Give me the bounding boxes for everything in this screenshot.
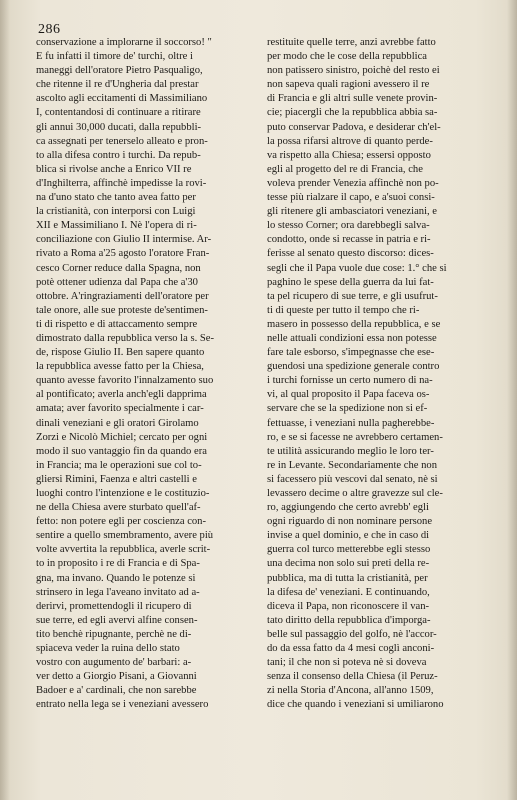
text-line: cesco Corner reduce dalla Spagna, non — [36, 262, 201, 274]
text-line: fare tale esborso, s'impegnasse che ese- — [267, 347, 435, 359]
text-line: vi, al qual proposito il Papa faceva os- — [267, 389, 430, 401]
text-line: entrato nella lega se i veneziani avessero — [36, 699, 209, 711]
text-line: in Francia; ma le operazioni sue col to- — [36, 459, 202, 471]
text-line: amata; aver favorito specialmente i car- — [36, 403, 204, 415]
text-line: ro, aggiungendo che certo avrebb' egli — [267, 502, 429, 514]
text-line: te utilità assicurando meglio le loro ter- — [267, 445, 434, 457]
text-line: di Francia e gli altri sulle venete provin- — [267, 93, 438, 105]
text-line: conservazione a implorarne il soccorso! " — [36, 37, 212, 48]
text-line: ferisse al senato questo discorso: dices- — [267, 248, 434, 260]
text-line: na d'uno stato che tanto avea fatto per — [36, 192, 196, 204]
text-line: segli che il Papa vuole due cose: 1.° che si — [267, 262, 447, 274]
text-line: tani; il che non si poteva nè si doveva — [267, 657, 427, 669]
text-line: gli annui 30,000 ducati, dalla repubbli- — [36, 121, 202, 133]
text-line: ne della Chiesa avere sturbato quell'af- — [36, 502, 201, 514]
text-line: E fu infatti il timore de' turchi, oltre i — [36, 51, 193, 63]
text-line: i turchi fornisse un certo numero di na- — [267, 375, 433, 387]
text-line: fettuasse, i veneziani nulla pagherebbe- — [267, 417, 435, 429]
text-line: belle sul passaggio del golfo, nè l'accor- — [267, 628, 437, 640]
text-line: ro, e se si facesse ne avrebbero certamen- — [267, 431, 443, 443]
text-line: ascolto agli eccitamenti di Massimiliano — [36, 93, 208, 105]
text-line: va rispetto alla Chiesa; essersi opposto — [267, 149, 431, 161]
text-line: volte avvertita la repubblica, averle scrit- — [36, 544, 211, 556]
text-line: servare che se la spedizione non si ef- — [267, 403, 428, 415]
text-line: ti di queste per tutto il tempo che ri- — [267, 304, 420, 316]
text-line: gli ritenere gli ambasciatori veneziani, e — [267, 206, 438, 218]
text-line: la difesa de' veneziani. E continuando, — [267, 586, 430, 598]
text-line: dice che quando i veneziani si umiliarono — [267, 699, 444, 711]
text-line: puto conservar Padova, e desiderar ch'el- — [267, 121, 441, 133]
page-edge-shadow-left — [0, 0, 10, 800]
text-line: ogni riguardo di non nominare persone — [267, 516, 433, 528]
text-line: non sapeva quali ragioni avessero il re — [267, 79, 430, 91]
text-line: levassero decime o altre gravezze sul cle- — [267, 488, 443, 499]
text-line: tato diritto della repubblica d'imporga- — [267, 614, 431, 626]
text-line: ver detto a Giorgio Pisani, a Giovanni — [36, 671, 197, 683]
text-line: do da essa fatto da 4 mesi coglì anconi- — [267, 643, 435, 655]
text-line: Badoer e a' cardinali, che non sarebbe — [36, 685, 197, 697]
text-line: Zorzi e Nicolò Michiel; cercato per ogni — [36, 431, 208, 443]
text-line: sue terre, ed egli avervi alfine consen- — [36, 614, 198, 626]
text-line: zi nella Storia d'Ancona, all'anno 1509, — [267, 685, 434, 697]
text-line: masero in possesso della repubblica, e se — [267, 318, 441, 330]
text-line: restituite quelle terre, anzi avrebbe fatto — [267, 37, 436, 48]
text-line: lo stesso Corner; ora darebbegli salva- — [267, 220, 430, 232]
page-number: 286 — [38, 22, 61, 37]
text-line: ti di rispetto e di attaccamento sempre — [36, 318, 198, 330]
text-line: derirvi, promettendogli il ricupero di — [36, 600, 192, 612]
text-line: ottobre. A'ringraziamenti dell'oratore per — [36, 290, 209, 302]
text-line: voleva prender Venezia affinchè non po- — [267, 177, 439, 189]
text-line: conciliazione con Giulio II intermise. Ar- — [36, 234, 212, 246]
text-line: paghino le spese della guerra da lui fat- — [267, 276, 434, 288]
text-line: guendosi una spedizione generale contro — [267, 361, 440, 373]
text-line: sentire a quello smembramento, avere più — [36, 530, 214, 542]
text-line: d'Inghilterra, affinchè impedisse la rovi- — [36, 177, 207, 189]
text-line: I, contentandosi di continuare a ritirare — [36, 107, 201, 119]
text-line: gliersi Rimini, Faenza e altri castelli e — [36, 473, 197, 485]
text-line: dimostrato dalla repubblica verso la s. Se- — [36, 332, 214, 344]
text-line: quanto avesse favorito l'innalzamento suo — [36, 375, 214, 387]
text-line: vostro con augumento de' barbari: a- — [36, 657, 192, 669]
text-line: tesse più rialzare il capo, e a'suoi consi- — [267, 192, 435, 204]
text-line: una decima non solo sui preti della re- — [267, 558, 430, 570]
text-line: nelle attuali condizioni essa non potesse — [267, 332, 437, 344]
text-line: modo il suo vantaggio fin da quando era — [36, 445, 207, 457]
text-line: rivato a Roma a'25 agosto l'oratore Fran- — [36, 248, 210, 260]
text-line: non patissero sinistro, poichè del resto ei — [267, 65, 440, 77]
text-line: per modo che le cose della repubblica — [267, 51, 428, 63]
text-line: to alla difesa contro i turchi. Da repub- — [36, 149, 201, 161]
text-line: blica si rivolse anche a Enrico VII re — [36, 163, 192, 175]
text-line: gna, ma invano. Quando le potenze si — [36, 572, 196, 584]
text-line: egli al progetto del re di Francia, che — [267, 163, 423, 175]
text-line: condotto, onde si recasse in patria e ri- — [267, 234, 431, 246]
text-line: tito benchè ripugnante, perchè ne di- — [36, 628, 192, 640]
text-line: che ritenne il re d'Ungheria dal prestar — [36, 79, 199, 91]
text-line: potè ottener udienza dal Papa che a'30 — [36, 276, 198, 288]
text-line: al pontificato; averla anch'egli dapprima — [36, 389, 207, 401]
text-column-left — [36, 36, 261, 713]
page-edge-shadow-right — [507, 0, 517, 800]
text-line: ca assegnati per tenerselo alleato e pron- — [36, 135, 208, 147]
text-line: senza il consenso della Chiesa (il Peruz- — [267, 671, 438, 683]
text-line: cie; piacergli che la repubblica abbia sa- — [267, 107, 438, 119]
text-line: la repubblica avesse fatto per la Chiesa, — [36, 361, 204, 373]
text-line: tale onore, alle sue proteste de'sentimen- — [36, 304, 208, 316]
text-line: re in Levante. Secondariamente che non — [267, 459, 438, 471]
text-line: pubblica, ma di tutta la cristianità, per — [267, 572, 428, 584]
text-line: de, rispose Giulio II. Ben sapere quanto — [36, 347, 205, 359]
text-line: XII e Massimiliano I. Nè l'opera di ri- — [36, 220, 197, 232]
text-line: si facessero più vescovi dal senato, nè si — [267, 473, 438, 485]
text-line: ta pel ricupero di sue terre, e gli usufrut- — [267, 290, 438, 302]
text-line: luoghi contro l'intenzione e le costituzio- — [36, 488, 210, 499]
text-column-right — [267, 36, 489, 713]
text-line: dinali veneziani e gli oratori Girolamo — [36, 417, 199, 429]
text-line: guerra col turco metterebbe egli stesso — [267, 544, 431, 556]
text-line: invise a quel dominio, e che in caso di — [267, 530, 430, 542]
text-line: la possa rifarsi altrove di quanto perde- — [267, 135, 433, 147]
text-line: la cristianità, con interporsi con Luigi — [36, 206, 196, 218]
text-line: to in proposito i re di Francia e di Spa- — [36, 558, 200, 570]
text-line: maneggi dell'oratore Pietro Pasqualigo, — [36, 65, 203, 77]
text-line: strinsero in lega l'aveano invitato ad a- — [36, 586, 200, 598]
text-line: diceva il Papa, non riconoscere il van- — [267, 600, 430, 612]
text-line: fetto: non potere egli per coscienza con- — [36, 516, 207, 528]
text-line: spiaceva veder la ruina dello stato — [36, 643, 180, 655]
